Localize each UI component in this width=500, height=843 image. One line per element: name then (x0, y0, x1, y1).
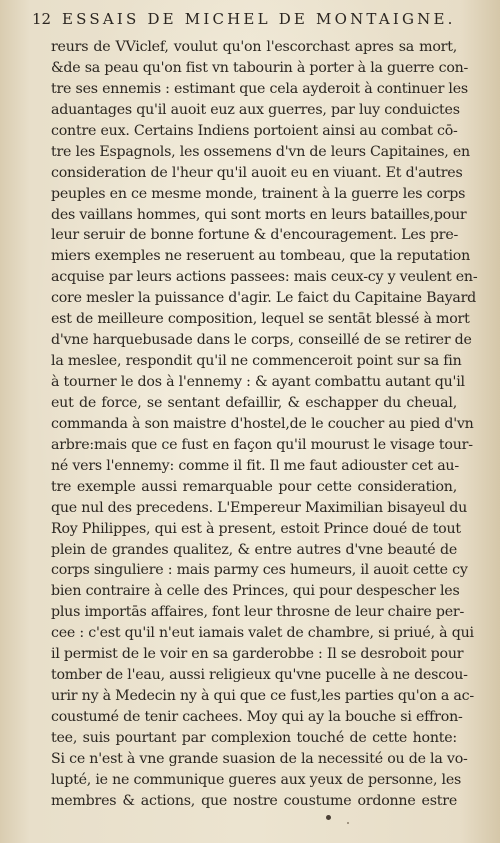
text-line: core mesler la puissance d'agir. Le faict du Capitaine Bayard (51, 290, 477, 307)
text-line: bien contraire à celle des Princes, qui pour despescher les (51, 583, 460, 600)
text-line: Si ce n'est à vne grande suasion de la necessité ou de la vo- (51, 750, 468, 767)
text-line: tre exemple aussi remarquable pour cette consideration, (51, 478, 457, 495)
text-line: urir ny à Medecin ny à qui que ce fust,les parties qu'on a ac- (51, 688, 474, 705)
ink-speck (347, 822, 349, 824)
text-line: eut de force, se sentant defaillir, & eschapper du cheual, (51, 394, 457, 411)
text-line: leur seruir de bonne fortune & d'encouragement. Les pre- (51, 227, 459, 244)
text-line: tomber de l'eau, aussi religieux qu'vne pucelle à ne descou- (51, 667, 468, 684)
text-line: à tourner le dos à l'ennemy : & ayant combattu autant qu'il (51, 374, 465, 390)
text-line: la meslee, respondit qu'il ne commenceroit point sur sa fin (51, 353, 462, 370)
text-line: membres & actions, que nostre coustume ordonne estre (51, 792, 457, 809)
text-line: lupté, ie ne communique gueres aux yeux de personne, les (51, 771, 462, 788)
text-line: tre les Espagnols, les ossemens d'vn de leurs Capitaines, en (51, 143, 470, 160)
text-line: coustumé de tenir cachees. Moy qui ay la bouche si effron- (51, 709, 463, 725)
text-line: acquise par leurs actions passees: mais ceux-cy y veulent en- (51, 269, 478, 286)
text-line: des vaillans hommes, qui sont morts en leurs batailles,pour (51, 206, 467, 223)
body-text (51, 37, 478, 812)
text-line: plein de grandes qualitez, & entre autres d'vne beauté de (51, 541, 457, 558)
text-line: que nul des precedens. L'Empereur Maximilian bisayeul du (51, 499, 468, 516)
text-line: consideration de l'heur qu'il auoit eu en viuant. Et d'autres (51, 164, 463, 181)
text-line: peuples en ce mesme monde, trainent à la guerre les corps (51, 185, 466, 202)
text-line: plus importās affaires, font leur throsne de leur chaire per- (51, 604, 465, 621)
ink-spot (326, 815, 331, 820)
text-line: cee : c'est qu'il n'eut iamais valet de chambre, si priué, à qui (51, 625, 474, 642)
text-line: reurs de VViclef, voulut qu'on l'escorchast apres sa mort, (51, 39, 457, 55)
text-line: il permist de le voir en sa garderobbe : Il se desroboit pour (51, 646, 464, 663)
text-line: tee, suis pourtant par complexion touché de cette honte: (51, 729, 457, 746)
text-line: d'vne harquebusade dans le corps, conseillé de se retirer de (51, 332, 472, 349)
text-line: Roy Philippes, qui est à present, estoit Prince doué de tout (51, 520, 461, 537)
text-line: est de meilleure composition, lequel se sentāt blessé à mort (51, 311, 470, 328)
running-title: ESSAIS DE MICHEL DE MONTAIGNE. (62, 10, 456, 28)
text-line: aduantages qu'il auoit euz aux guerres, par luy conduictes (51, 101, 460, 118)
text-line: commanda à son maistre d'hostel,de le coucher au pied d'vn (51, 415, 474, 432)
text-line: corps singuliere : mais parmy ces humeurs, il auoit cette cy (51, 562, 468, 579)
page-header (32, 10, 472, 34)
text-line: &de sa peau qu'on fist vn tabourin à porter à la guerre con- (51, 59, 469, 76)
text-line: miers exemples ne reseruent au tombeau, que la reputation (51, 248, 471, 265)
text-line: arbre:mais que ce fust en façon qu'il mourust le visage tour- (51, 436, 473, 453)
page-number: 12 (32, 10, 52, 28)
text-line: contre eux. Certains Indiens portoient ainsi au combat cō- (51, 122, 458, 139)
text-line: né vers l'ennemy: comme il fit. Il me faut adiouster cet au- (51, 457, 459, 474)
text-line: tre ses ennemis : estimant que cela ayderoit à continuer les (51, 80, 468, 97)
